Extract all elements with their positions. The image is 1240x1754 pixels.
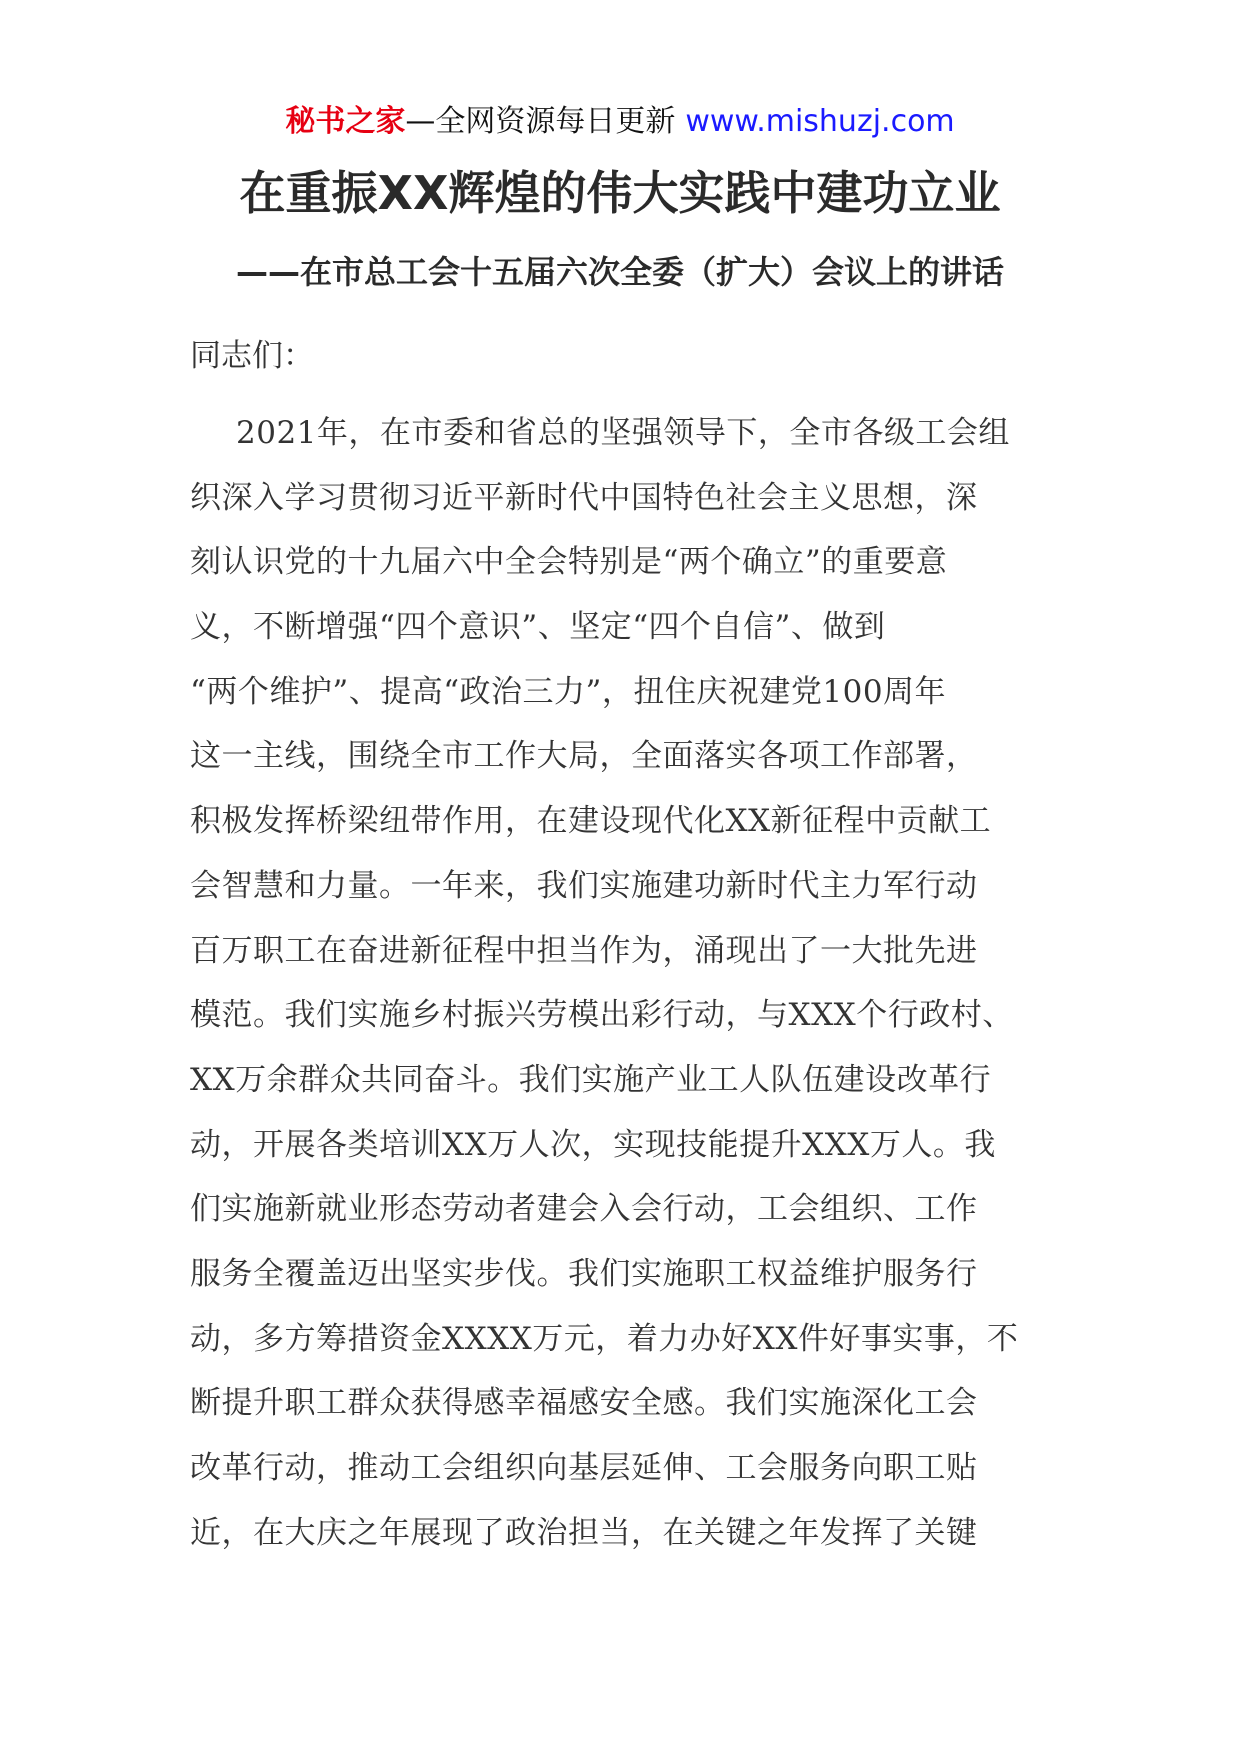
paragraph-line: 近，在大庆之年展现了政治担当，在关键之年发挥了关键 xyxy=(190,1514,978,1551)
paragraph-line: 积极发挥桥梁纽带作用，在建设现代化XX新征程中贡献工 xyxy=(190,803,992,840)
paragraph-line: 断提升职工群众获得感幸福感安全感。我们实施深化工会 xyxy=(190,1385,978,1422)
paragraph-line: 动，开展各类培训XX万人次，实现技能提升XXX万人。我 xyxy=(190,1126,996,1163)
paragraph-line: 义，不断增强“四个意识”、坚定“四个自信”、做到 xyxy=(190,609,886,646)
banner-slogan: —全网资源每日更新 xyxy=(405,104,676,139)
body-paragraph xyxy=(190,408,1060,1572)
paragraph-line: 2021年，在市委和省总的坚强领导下，全市各级工会组 xyxy=(236,415,1010,451)
paragraph-line: 刻认识党的十九届六中全会特别是“两个确立”的重要意 xyxy=(190,544,948,581)
document-subtitle: ——在市总工会十五届六次全委（扩大）会议上的讲话 xyxy=(235,253,1004,291)
paragraph-line: 模范。我们实施乡村振兴劳模出彩行动，与XXX个行政村、 xyxy=(190,997,1014,1034)
brand-name: 秘书之家 xyxy=(285,104,406,139)
paragraph-line: 这一主线，围绕全市工作大局，全面落实各项工作部署， xyxy=(190,738,978,775)
paragraph-line: 百万职工在奋进新征程中担当作为，涌现出了一大批先进 xyxy=(190,932,978,969)
paragraph-line: “两个维护”、提高“政治三力”，扭住庆祝建党100周年 xyxy=(190,673,947,710)
paragraph-line: 们实施新就业形态劳动者建会入会行动，工会组织、工作 xyxy=(190,1191,978,1228)
salutation: 同志们： xyxy=(190,338,314,374)
header-banner xyxy=(0,100,1240,144)
paragraph-line: 服务全覆盖迈出坚实步伐。我们实施职工权益维护服务行 xyxy=(190,1255,978,1292)
website-link[interactable]: www.mishuzj.com xyxy=(685,104,955,139)
paragraph-line: 改革行动，推动工会组织向基层延伸、工会服务向职工贴 xyxy=(190,1450,978,1486)
paragraph-line: 织深入学习贯彻习近平新时代中国特色社会主义思想，深 xyxy=(190,479,978,516)
paragraph-line: 会智慧和力量。一年来，我们实施建功新时代主力军行动 xyxy=(190,867,978,904)
document-title: 在重振XX辉煌的伟大实践中建功立业 xyxy=(239,166,1001,220)
paragraph-line: XX万余群众共同奋斗。我们实施产业工人队伍建设改革行 xyxy=(190,1061,992,1098)
paragraph-line: 动，多方筹措资金XXXX万元，着力办好XX件好事实事，不 xyxy=(190,1320,1019,1357)
